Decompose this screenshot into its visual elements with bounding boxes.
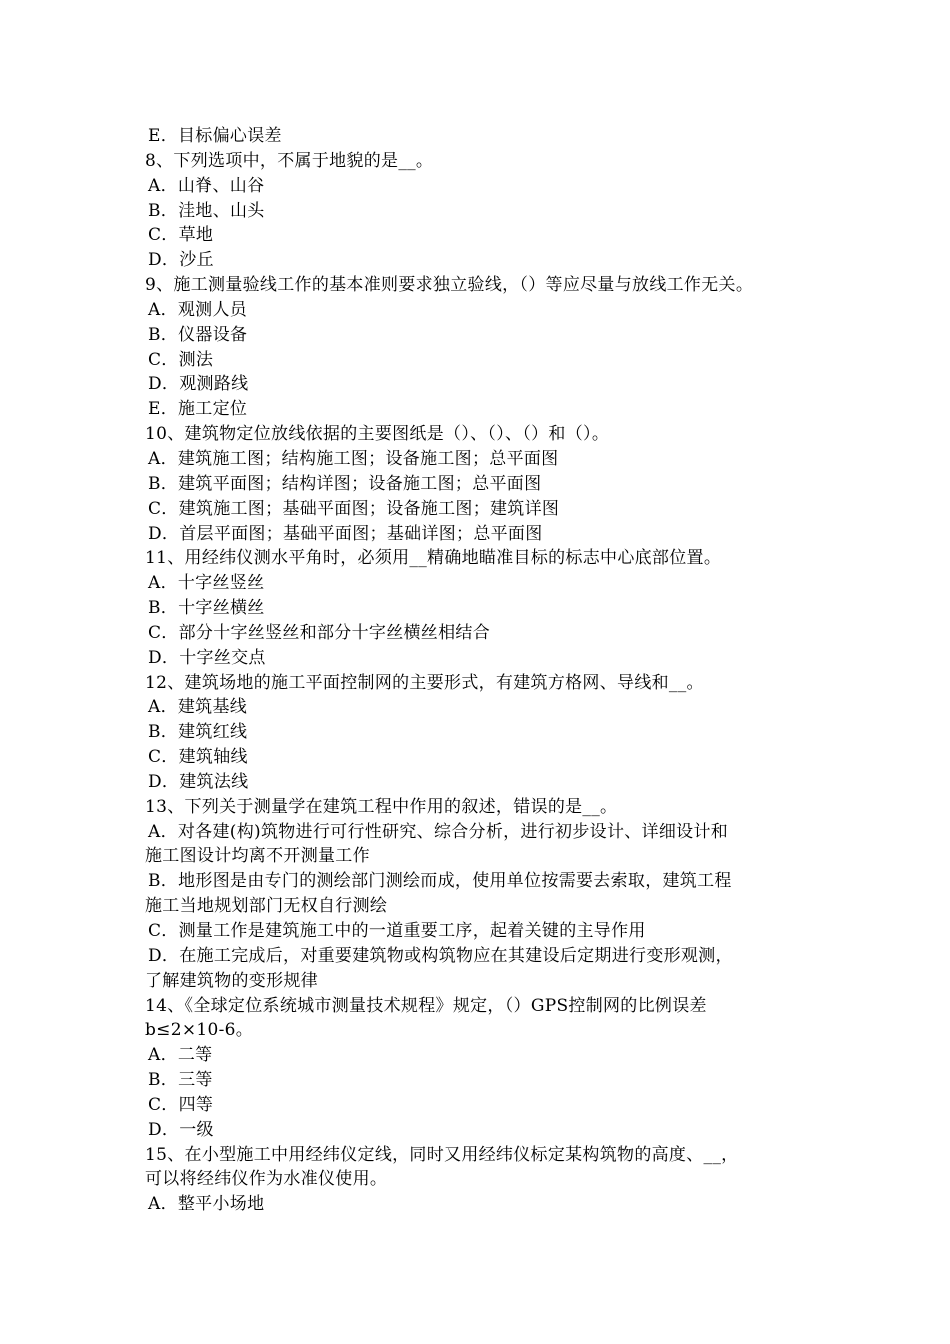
- option-line: C．建筑施工图；基础平面图；设备施工图；建筑详图: [148, 498, 560, 519]
- option-line: B．洼地、山头: [148, 200, 265, 221]
- option-line: C．四等: [148, 1094, 214, 1115]
- option-line: B．建筑平面图；结构详图；设备施工图；总平面图: [148, 473, 542, 494]
- option-line: D．建筑法线: [148, 771, 249, 792]
- option-line: A．建筑施工图；结构施工图；设备施工图；总平面图: [148, 448, 559, 469]
- question-13: 13、下列关于测量学在建筑工程中作用的叙述，错误的是__。: [145, 796, 618, 817]
- option-line: B．三等: [148, 1070, 213, 1091]
- option-line: E．目标偏心误差: [148, 126, 282, 146]
- question-15: 15、在小型施工中用经纬仪定线，同时又用经纬仪标定某构筑物的高度、__，: [145, 1144, 739, 1165]
- option-line: A．观测人员: [148, 299, 248, 320]
- option-continuation: 了解建筑物的变形规律: [145, 970, 318, 991]
- option-line: A．二等: [148, 1045, 213, 1066]
- document-body: [145, 124, 815, 1217]
- option-line: D．在施工完成后，对重要建筑物或构筑物应在其建设后定期进行变形观测，: [148, 945, 733, 966]
- option-line: B．十字丝横丝: [148, 598, 265, 619]
- question-10: 10、建筑物定位放线依据的主要图纸是（）、（）、（）和（）。: [145, 424, 610, 445]
- option-line: A．十字丝竖丝: [148, 573, 265, 594]
- option-continuation: 施工图设计均离不开测量工作: [145, 846, 370, 867]
- question-14: 14、《全球定位系统城市测量技术规程》规定，（）GPS控制网的比例误差: [145, 995, 707, 1016]
- option-line: D．十字丝交点: [148, 647, 266, 668]
- question-continuation: 可以将经纬仪作为水准仪使用。: [145, 1169, 388, 1190]
- option-line: D．沙丘: [148, 250, 214, 271]
- question-9: 9、施工测量验线工作的基本准则要求独立验线，（）等应尽量与放线工作无关。: [145, 275, 754, 296]
- option-line: A．对各建(构)筑物进行可行性研究、综合分析，进行初步设计、详细设计和: [148, 821, 729, 842]
- option-line: A．整平小场地: [148, 1194, 265, 1215]
- question-8: 8、下列选项中，不属于地貌的是__。: [145, 150, 434, 171]
- option-line: B．仪器设备: [148, 324, 248, 345]
- question-12: 12、建筑场地的施工平面控制网的主要形式，有建筑方格网、导线和__。: [145, 672, 704, 693]
- option-line: C．部分十字丝竖丝和部分十字丝横丝相结合: [148, 622, 491, 643]
- option-line: B．建筑红线: [148, 722, 248, 743]
- option-line: A．建筑基线: [148, 697, 248, 718]
- option-line: A．山脊、山谷: [148, 175, 265, 196]
- option-line: C．测法: [148, 349, 214, 370]
- option-line: D．观测路线: [148, 374, 249, 395]
- option-line: D．一级: [148, 1119, 214, 1140]
- option-line: C．测量工作是建筑施工中的一道重要工序，起着关键的主导作用: [148, 921, 646, 941]
- option-line: D．首层平面图；基础平面图；基础详图；总平面图: [148, 523, 543, 544]
- option-line: E．施工定位: [148, 399, 248, 420]
- question-continuation: b≤2×10-6。: [145, 1020, 254, 1041]
- option-line: B．地形图是由专门的测绘部门测绘而成，使用单位按需要去索取，建筑工程: [148, 871, 732, 892]
- option-line: C．草地: [148, 225, 214, 246]
- option-continuation: 施工当地规划部门无权自行测绘: [145, 896, 388, 917]
- option-line: C．建筑轴线: [148, 747, 248, 768]
- question-11: 11、用经纬仪测水平角时，必须用__精确地瞄准目标的标志中心底部位置。: [145, 548, 722, 569]
